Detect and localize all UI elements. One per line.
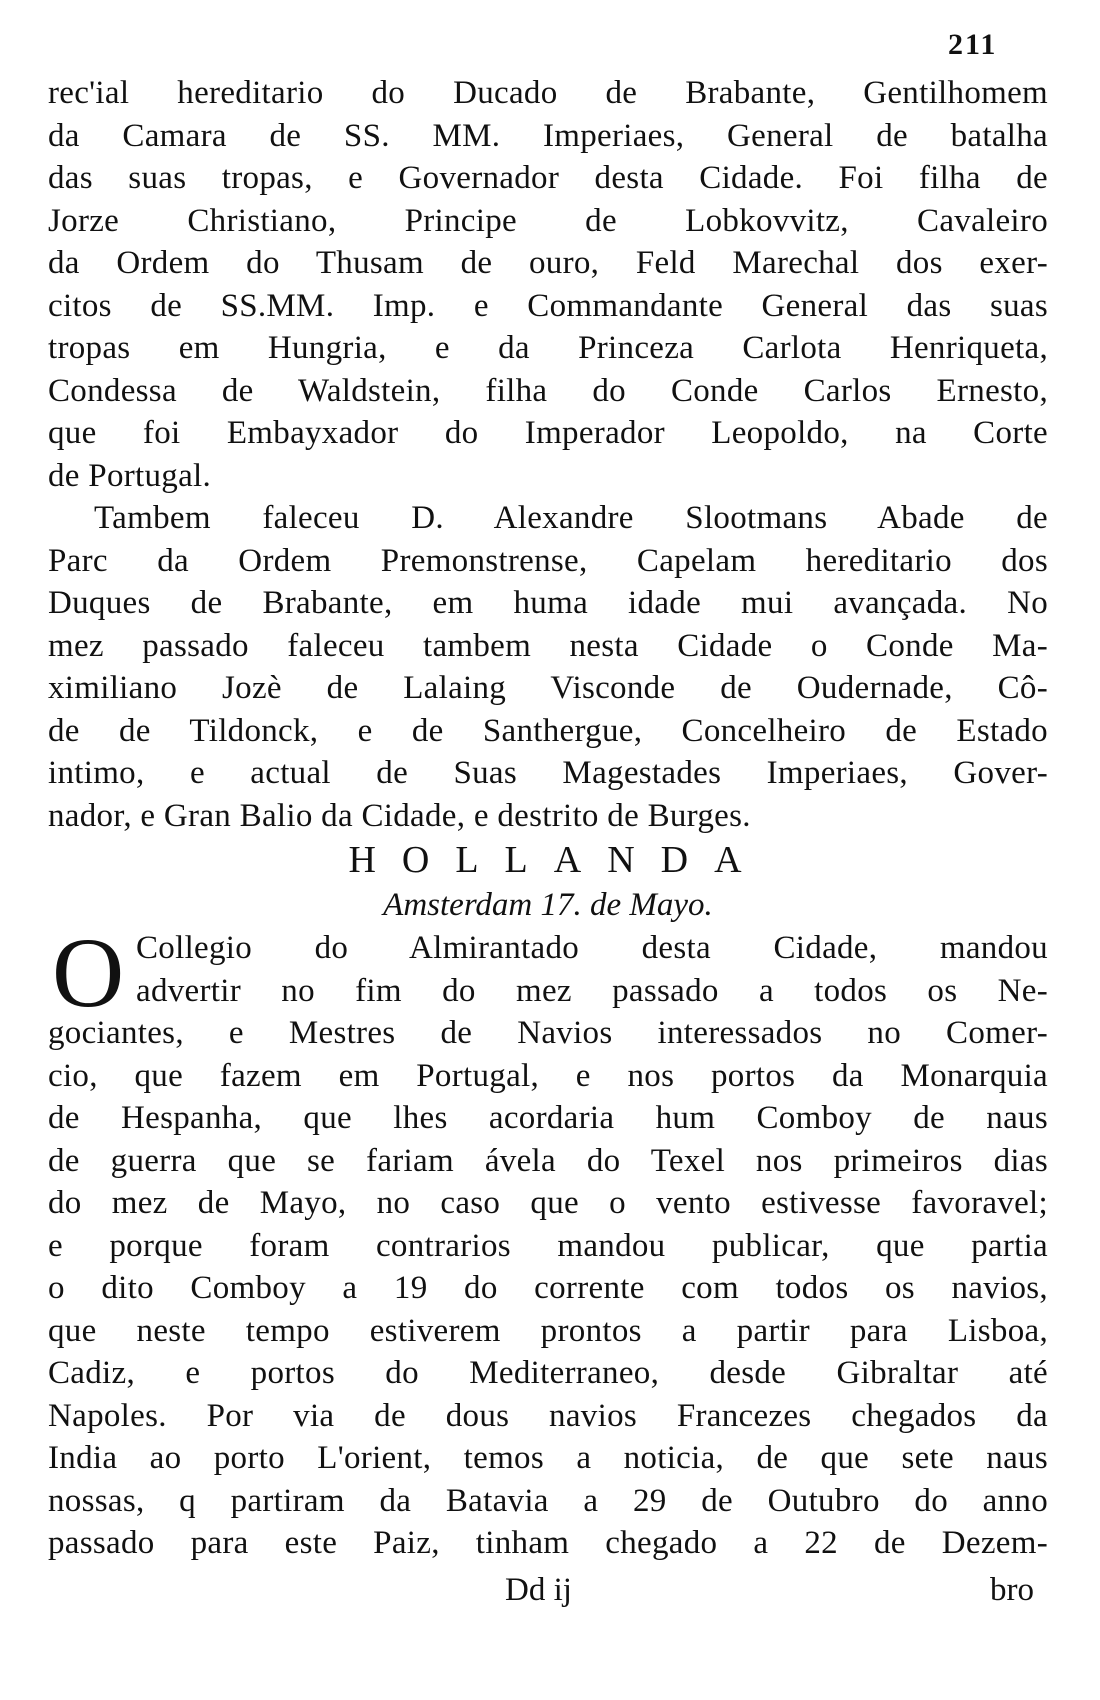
- text-line: que foi Embayxador do Imperador Leopoldo, na Corte: [48, 415, 1048, 451]
- text-line: Napoles. Por via de dous navios Francezes chegados da: [48, 1397, 1048, 1434]
- text-line: cio, que fazem em Portugal, e nos portos da Monarquia: [48, 1057, 1048, 1094]
- text-line: da Camara de SS. MM. Imperiaes, General de batalha: [48, 117, 1048, 154]
- text-line: Condessa de Waldstein, filha do Conde Carlos Ernesto,: [48, 372, 1048, 409]
- text-line: da Ordem do Thusam de ouro, Feld Marechal dos exer-: [48, 245, 1048, 281]
- text-line: Collegio do Almirantado desta Cidade, mandou: [136, 930, 1048, 966]
- text-line: ximiliano Jozè de Lalaing Visconde de Oudernade, Cô-: [48, 670, 1048, 706]
- text-line: nossas, q partiram da Batavia a 29 de Outubro do anno: [48, 1482, 1048, 1519]
- text-line: Tambem faleceu D. Alexandre Slootmans Abade de: [94, 500, 1048, 536]
- text-line: passado para este Paiz, tinham chegado a 22 de Dezem-: [48, 1525, 1048, 1561]
- text-line: de Portugal.: [48, 457, 212, 494]
- text-line: advertir no fim do mez passado a todos os Ne-: [136, 972, 1048, 1009]
- text-line: de Hespanha, que lhes acordaria hum Comboy de naus: [48, 1100, 1048, 1136]
- drop-capital: O: [52, 917, 125, 1028]
- text-column: [48, 72, 1048, 1565]
- text-line: de guerra que se fariam ávela do Texel nos primeiros dias: [48, 1142, 1048, 1179]
- catchword: bro: [990, 1572, 1034, 1608]
- section-heading: HOLLANDA: [348, 839, 768, 881]
- text-line: Parc da Ordem Premonstrense, Capelam hereditario dos: [48, 542, 1048, 579]
- text-line: Jorze Christiano, Principe de Lobkovvitz, Cavaleiro: [48, 202, 1048, 239]
- dateline: Amsterdam 17. de Mayo.: [383, 887, 713, 923]
- page-footer: [0, 1568, 1100, 1612]
- text-line: India ao porto L'orient, temos a noticia, de que sete naus: [48, 1440, 1048, 1476]
- paragraph-top: [48, 72, 1048, 497]
- text-line: gociantes, e Mestres de Navios interessados no Comer-: [48, 1015, 1048, 1051]
- text-line: tropas em Hungria, e da Princeza Carlota Henriqueta,: [48, 330, 1048, 366]
- page-number: 211: [948, 28, 998, 61]
- text-line: do mez de Mayo, no caso que o vento estivesse favoravel;: [48, 1185, 1048, 1221]
- text-line: o dito Comboy a 19 do corrente com todos os navios,: [48, 1270, 1048, 1306]
- text-line: de de Tildonck, e de Santhergue, Concelheiro de Estado: [48, 712, 1048, 749]
- text-line: nador, e Gran Balio da Cidade, e destrito de Burges.: [48, 797, 751, 834]
- text-line: mez passado faleceu tambem nesta Cidade o Conde Ma-: [48, 627, 1048, 664]
- text-line: rec'ial hereditario do Ducado de Brabante, Gentilhomem: [48, 75, 1048, 111]
- text-line: que neste tempo estiverem prontos a partir para Lisboa,: [48, 1312, 1048, 1349]
- text-line: Cadiz, e portos do Mediterraneo, desde Gibraltar até: [48, 1355, 1048, 1391]
- paragraph-bottom: [48, 917, 1048, 1565]
- signature-mark: Dd ij: [505, 1572, 572, 1608]
- text-line: citos de SS.MM. Imp. e Commandante General das suas: [48, 287, 1048, 324]
- paragraph-middle: [48, 497, 1048, 837]
- text-line: intimo, e actual de Suas Magestades Imperiaes, Gover-: [48, 755, 1048, 791]
- text-line: das suas tropas, e Governador desta Cidade. Foi filha de: [48, 160, 1048, 196]
- text-line: e porque foram contrarios mandou publicar, que partia: [48, 1227, 1048, 1264]
- text-line: Duques de Brabante, em huma idade mui avançada. No: [48, 585, 1048, 621]
